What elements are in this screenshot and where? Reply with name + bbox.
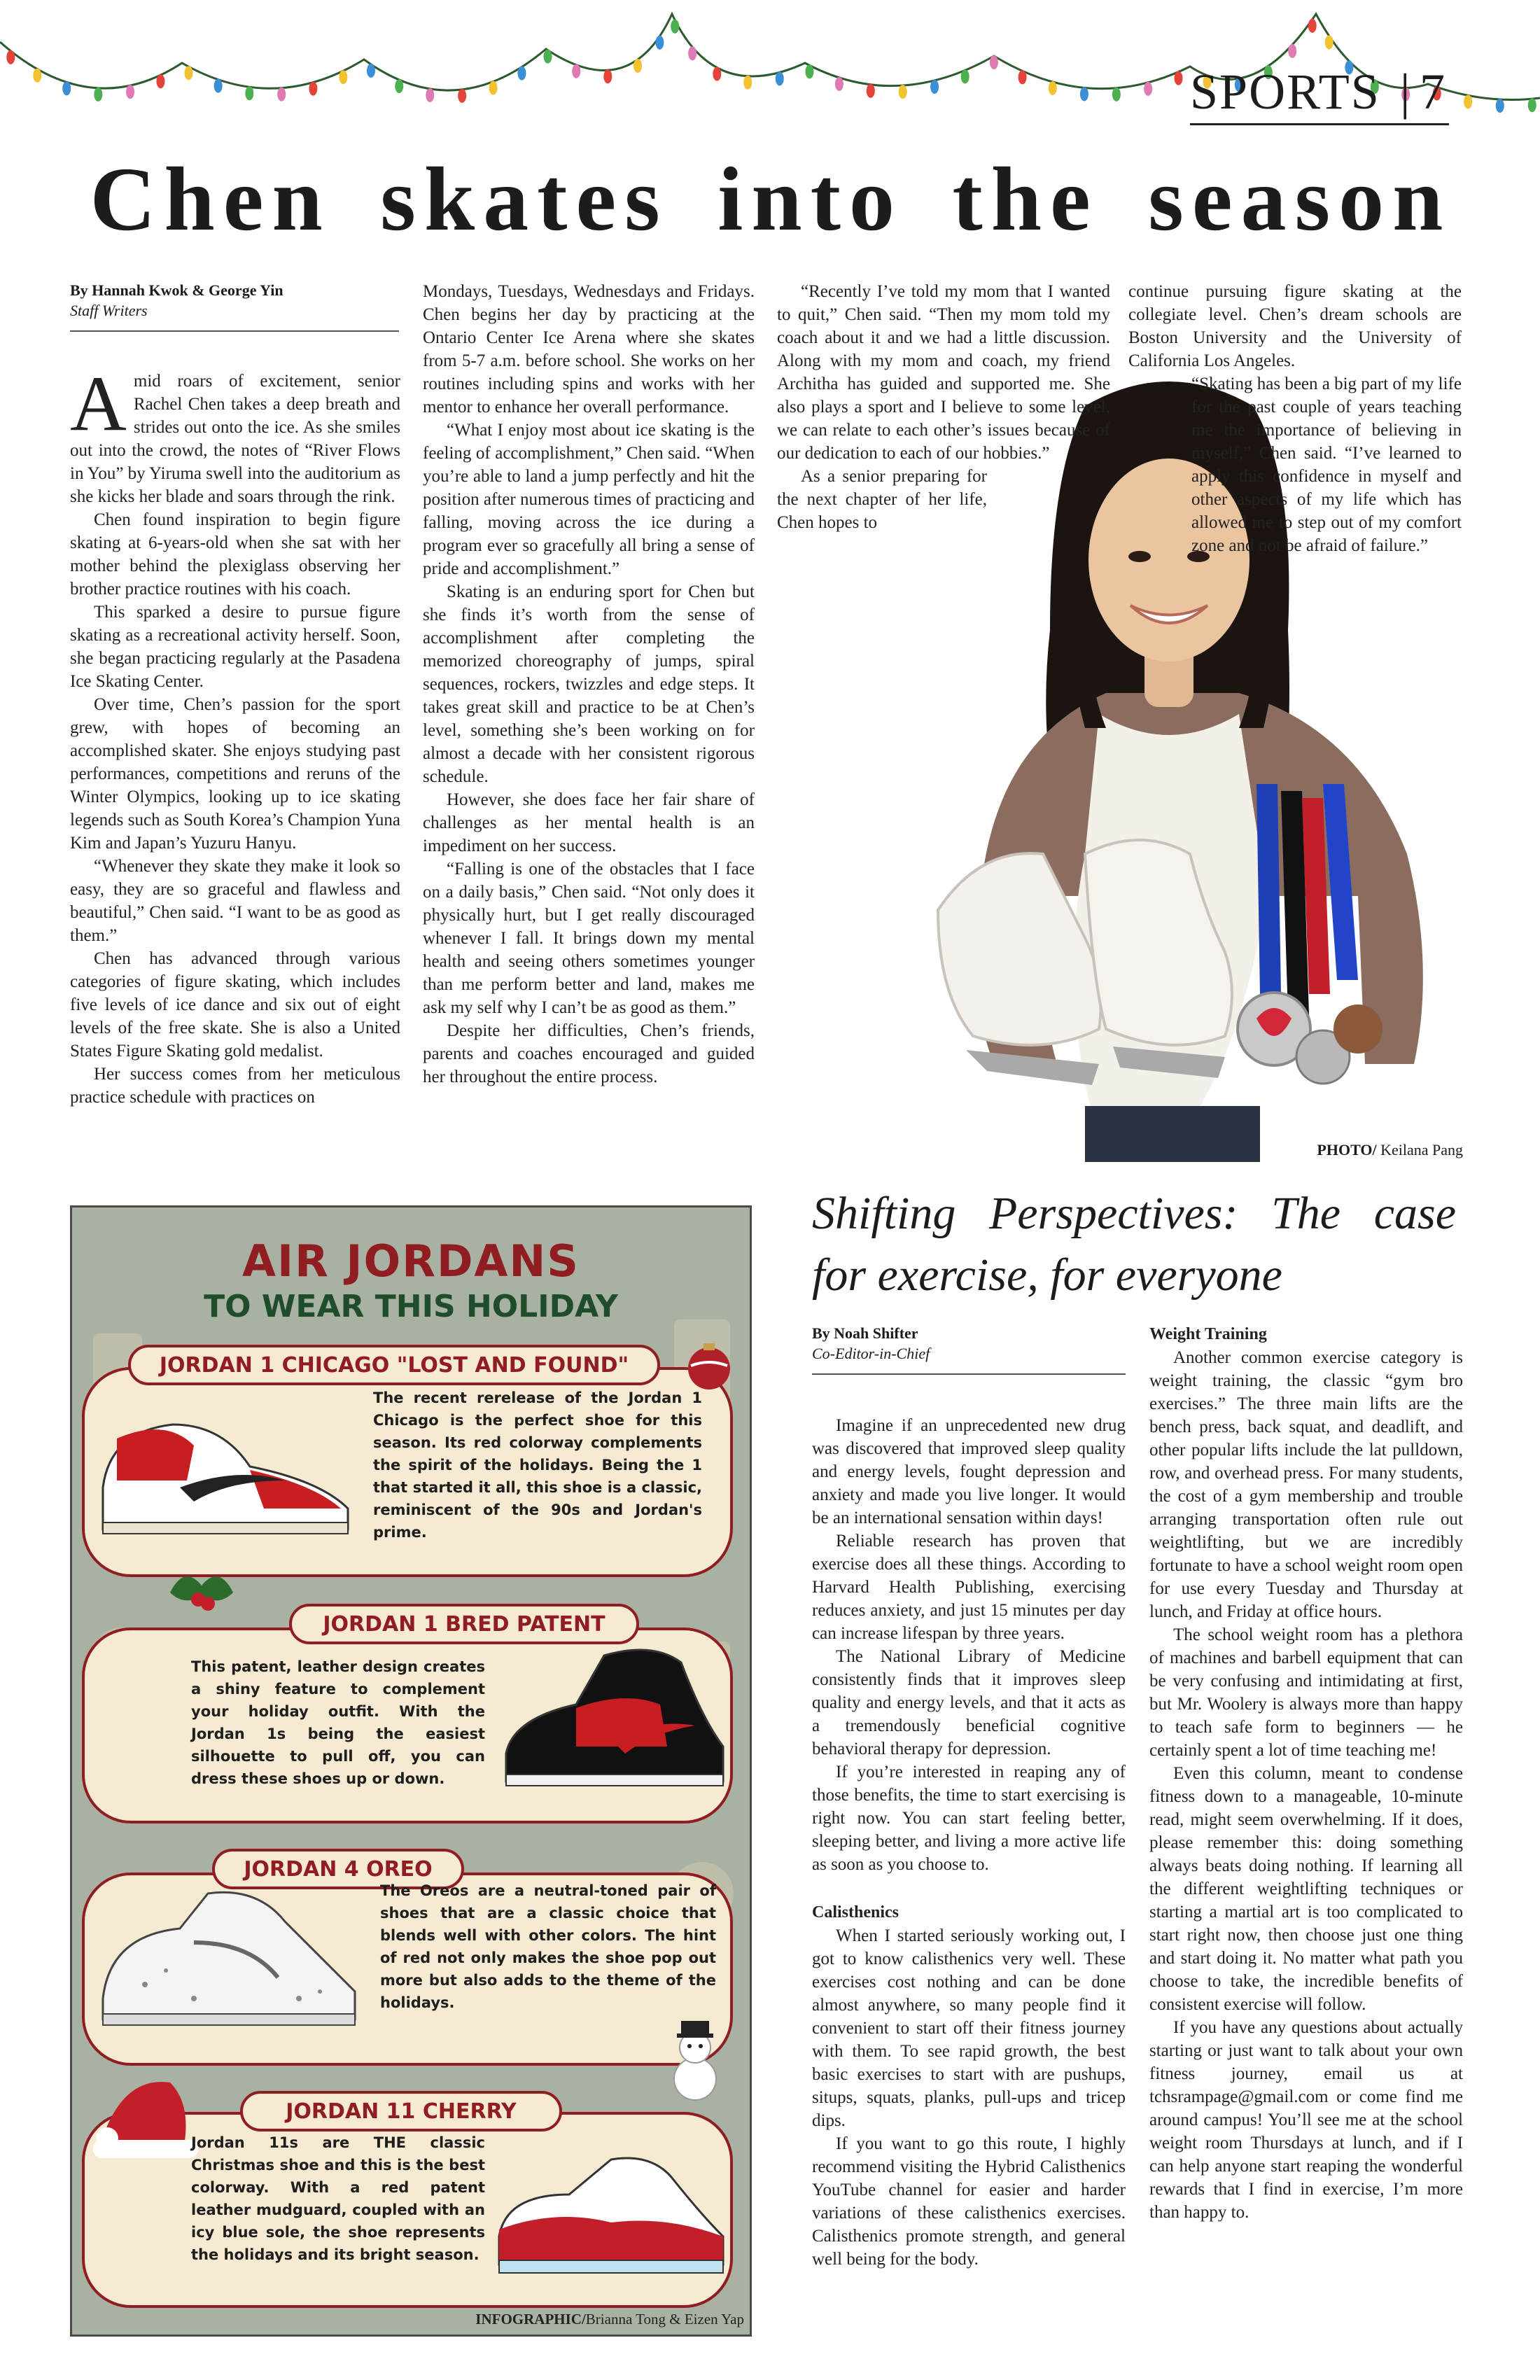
- light-bulb: [309, 82, 317, 96]
- drop-cap: A: [70, 360, 127, 447]
- light-bulb: [6, 50, 15, 64]
- light-bulb: [1308, 19, 1317, 33]
- paragraph: This sparked a desire to pursue figure skating as a recreational activity herself. Soon, she began practicing regularly at the Pasadena Ice Skating Center.: [70, 603, 400, 691]
- light-bulb: [776, 71, 784, 85]
- paragraph: If you’re interested in reaping any of those benefits, the time to start exercising is right now. You can start feeling better, sleeping better, and living a more active life as soon as you choose to.: [812, 1763, 1126, 1874]
- byline-rule: [812, 1373, 1126, 1375]
- light-bulb: [489, 81, 498, 95]
- section-name: SPORTS: [1190, 64, 1380, 120]
- lead-paragraph: Amid roars of excitement, senior Rachel Chen takes a deep breath and strides out onto the ice. As she smiles out into the crowd, the notes of “River Flows in You” by Yiruma swell into the auditorium as she kicks her blade and soars through the rink.: [70, 360, 400, 506]
- light-bulb: [961, 69, 969, 83]
- ornament-icon: [681, 1338, 737, 1394]
- paragraph: The National Library of Medicine consistently finds that it improves sleep quality and energy levels, and that it acts as a tremendously beneficial cognitive behavioral therapy for depression.: [812, 1647, 1126, 1758]
- santa-hat-icon: [86, 2062, 205, 2166]
- light-bulb: [543, 50, 552, 64]
- light-bulb: [33, 69, 41, 83]
- light-bulb: [245, 86, 253, 100]
- light-bulb: [671, 20, 679, 34]
- paragraph: Despite her difficulties, Chen’s friends, parents and coaches encouraged and guided her throughout the entire process.: [423, 1021, 755, 1086]
- paragraph: Over time, Chen’s passion for the sport grew, with hopes of becoming an accomplished skater. She enjoys studying past performances, competitions and reruns of the Winter Olympics, looking up to ice skating legends such as South Korea’s Champion Yuna Kim and Japan’s Yuzuru Hanyu.: [70, 695, 400, 853]
- headline: Chen skates into the season: [90, 149, 1452, 250]
- byline-author: By Noah Shifter: [812, 1324, 918, 1342]
- light-bulb: [426, 88, 434, 102]
- paragraph: “Falling is one of the obstacles that I face on a daily basis,” Chen said. “Not only does it physically hurt, but I get really discouraged whenever I fall. It brings down my mental health and seeing others sometimes younger than me perform better and land, makes me ask my self why I can’t be as good as them.”: [423, 860, 755, 1017]
- sneaker-bred-icon: [492, 1642, 737, 1802]
- paragraph: “Recently I’ve told my mom that I wanted to quit,” Chen said. “Then my mom told my coach about it and we had a little discussion. Along with my mom and coach, my friend Architha has guided and supported me. She also plays a sport and I believe to some level, we can relate to each other’s issues because of our dedication to each of our hobbies.”: [777, 282, 1110, 463]
- byline-role: Co-Editor-in-Chief: [812, 1345, 930, 1362]
- article1-column-3: [777, 280, 1110, 534]
- paragraph: Her success comes from her meticulous practice schedule with practices on: [70, 1065, 400, 1107]
- paragraph: “Whenever they skate they make it look so easy, they are so graceful and flawless and beautiful,” Chen said. “I want to be as good as them.”: [70, 857, 400, 945]
- light-bulb: [1464, 94, 1472, 108]
- subheading-calisthenics: Calisthenics: [812, 1903, 899, 1921]
- byline-block: [70, 280, 399, 332]
- paragraph: Skating is an enduring sport for Chen but she finds it’s worth from the sense of accomplishment after completing the memorized choreography of jumps, spiral sequences, rockers, twizzles and edge steps. It takes great skill and practice to be at Chen’s level, something she’s been working on for almost a decade with her consistent rigorous schedule.: [423, 582, 755, 786]
- byline-rule: [70, 330, 399, 332]
- shoe-title: JORDAN 4 OREO: [212, 1849, 464, 1889]
- light-bulb: [126, 85, 134, 99]
- light-bulb: [743, 76, 752, 90]
- paragraph: Even this column, meant to condense fitness down to a manageable, 10-minute read, might seem overwhelming. If it does, please remember this: doing something always beats doing nothing. If learning all the different weightlifting techniques or starting a martial art is too complicated to start right now, then choose just one thing and start doing it. No matter what path you choose to take, the incredible benefits of consistent exercise will follow.: [1149, 1764, 1463, 2014]
- byline-block: [812, 1323, 1126, 1375]
- paragraph: If you want to go this route, I highly recommend visiting the Hybrid Calisthenics YouTube channel for easier and harder variations of these calisthenics exercises. Calisthenics promote strength, and general well being for the body.: [812, 2134, 1126, 2269]
- paragraph: Reliable research has proven that exercise does all these things. According to Harvard Health Publishing, exercising reduces anxiety, and just 15 minutes per day can increase lifespan by three years.: [812, 1532, 1126, 1643]
- light-bulb: [713, 67, 721, 81]
- light-bulb: [603, 69, 612, 83]
- page-number: 7: [1420, 64, 1445, 120]
- light-bulb: [1288, 44, 1296, 58]
- paragraph: “What I enjoy most about ice skating is the feeling of accomplishment,” Chen said. “When you’re able to land a jump perfectly and hit the position after numerous times of practicing and falling, moving across the ice during a program ever so gracefully all bring a sense of pride and accomplishment.”: [423, 421, 755, 578]
- light-bulb: [277, 88, 286, 102]
- light-bulb: [214, 79, 223, 93]
- light-bulb: [1496, 99, 1504, 113]
- column-headline: Shifting Perspectives: The case for exercise, for everyone: [812, 1188, 1456, 1301]
- infographic-subtitle: TO WEAR THIS HOLIDAY: [204, 1289, 618, 1324]
- light-bulb: [867, 84, 875, 98]
- holly-icon: [163, 1558, 240, 1628]
- light-bulb: [458, 89, 466, 103]
- shoe-description: The recent rerelease of the Jordan 1 Chicago is the perfect shoe for this season. Its red colorway complements the spirit of the holidays. Being the 1 that started it all, this shoe is a classic, reminiscent of the 90s and Jordan's prime.: [373, 1390, 702, 1541]
- light-bulb: [1049, 81, 1057, 95]
- paragraph: continue pursuing figure skating at the collegiate level. Chen’s dream schools are Boston University and the University of California Los Angeles.: [1128, 282, 1462, 370]
- article2-column-2: [1149, 1323, 1463, 2224]
- photo-credit: PHOTO/ Keilana Pang: [1317, 1141, 1463, 1158]
- sneaker-chicago-icon: [89, 1404, 362, 1544]
- shoe-description: This patent, leather design creates a shiny feature to complement your holiday outfit. With the Jordan 1s being the easiest silhouette to pull off, you can dress these shoes up or down.: [191, 1658, 485, 1787]
- header-underline: [1190, 123, 1449, 125]
- light-bulb: [395, 79, 403, 93]
- paragraph: When I started seriously working out, I got to know calisthenics very well. These exercises cost nothing and can be done almost anywhere, so many people find it convenient to start off their fitness journey with them. To see rapid growth, the best basic exercises to start with are pushups, situps, squats, planks, pull-ups and tricep dips.: [812, 1926, 1126, 2130]
- light-bulb: [572, 64, 580, 78]
- light-bulb: [185, 66, 193, 80]
- light-bulb: [94, 88, 102, 102]
- paragraph: Chen found inspiration to begin figure skating at 6-years-old when she sat with her mother behind the plexiglass observing her brother practice routines with his coach.: [70, 510, 400, 598]
- shoe-description: Jordan 11s are THE classic Christmas shoe and this is the best colorway. With a red patent leather mudguard, coupled with an icy blue sole, the shoe represents the holidays and its bright season.: [191, 2134, 485, 2263]
- byline-role: Staff Writers: [70, 302, 148, 319]
- light-bulb: [805, 64, 813, 78]
- light-bulb: [1325, 35, 1334, 49]
- paragraph: The school weight room has a plethora of machines and barbell equipment that can be very confusing and intimidating at first, but Mr. Woolery is always more than happy to teach safe form to beginners — he certainly spent a lot of time teaching me!: [1149, 1625, 1463, 1760]
- infographic-credit: INFOGRAPHIC/Brianna Tong & Eizen Yap: [475, 2311, 744, 2328]
- light-bulb: [634, 59, 642, 73]
- light-bulb: [1018, 70, 1027, 84]
- paragraph: However, she does face her fair share of challenges as her mental health is an impediment on her success.: [423, 790, 755, 855]
- snowman-icon: [660, 2012, 730, 2104]
- light-bulb: [835, 77, 844, 91]
- article1-column-4: [1128, 280, 1462, 557]
- light-bulb: [156, 74, 164, 88]
- light-bulb: [1112, 88, 1121, 102]
- light-bulb: [990, 55, 998, 69]
- byline-authors: By Hannah Kwok & George Yin: [70, 281, 284, 299]
- light-bulb: [517, 66, 526, 80]
- shoe-title: JORDAN 1 CHICAGO "LOST AND FOUND": [128, 1345, 660, 1385]
- paragraph: “Skating has been a big part of my life for the past couple of years teaching me the importance of believing in myself,” Chen said. “I’ve learned to apply this confidence in myself and other aspects of my life which has allowed me to step out of my comfort zone and not be afraid of failure.”: [1191, 374, 1462, 555]
- light-bulb: [930, 80, 939, 94]
- light-bulb: [367, 64, 375, 78]
- article1-column-2: [423, 280, 755, 1088]
- infographic-air-jordans: [70, 1205, 752, 2337]
- paragraph: Chen has advanced through various categories of figure skating, which includes five levels of ice dance and six out of eight levels of the free skate. She is also a United States Figure Skating gold medalist.: [70, 949, 400, 1060]
- light-bulb: [339, 70, 347, 84]
- subheading-weight-training: Weight Training: [1149, 1325, 1267, 1343]
- paragraph: As a senior preparing for the next chapter of her life, Chen hopes to: [777, 467, 987, 532]
- light-bulb: [62, 81, 71, 95]
- light-bulb: [655, 36, 664, 50]
- sneaker-oreo-icon: [89, 1879, 369, 2040]
- shoe-title: JORDAN 11 CHERRY: [240, 2091, 562, 2132]
- light-bulb: [1144, 82, 1152, 96]
- shoe-description: The Oreos are a neutral-toned pair of shoes that are a classic choice that blends well with other colors. The hint of red not only makes the shoe pop out more but also adds to the theme of the holidays.: [380, 1882, 716, 2011]
- section-header: [1190, 63, 1456, 126]
- light-bulb: [899, 85, 907, 99]
- paragraph: Mondays, Tuesdays, Wednesdays and Fridays. Chen begins her day by practicing at the Ontario Center Ice Arena where she skates from 5-7 a.m. before school. She works on her routines including spins and works with her mentor to enhance her overall performance.: [423, 282, 755, 416]
- sneaker-cherry-icon: [485, 2146, 730, 2286]
- shoe-title: JORDAN 1 BRED PATENT: [289, 1604, 639, 1644]
- light-bulb: [1080, 87, 1088, 101]
- paragraph: Another common exercise category is weight training, the classic “gym bro exercises.” The three main lifts are the bench press, back squat, and deadlift, and other popular lifts include the lat pulldown, row, and overhead press. For many students, the cost of a gym membership and trouble arranging transportation often rule out weightlifting, but we are incredibly fortunate to have a school weight room open for use every Tuesday and Thursday at lunch, and Friday at office hours.: [1149, 1348, 1463, 1621]
- light-bulb: [1175, 71, 1183, 85]
- article1-column-1: [70, 360, 400, 1109]
- infographic-title: AIR JORDANS: [242, 1236, 580, 1287]
- paragraph: If you have any questions about actually starting or just want to talk about your own fitness journey, email us at tchsrampage@gmail.com or come find me around campus! You’ll see me at the school weight room Thursdays at lunch, and if I can help anyone start reaping the wonderful rewards that I find in exercise, I’m more than happy to.: [1149, 2018, 1463, 2222]
- light-bulb: [1528, 98, 1536, 112]
- article2-column-1: [812, 1414, 1126, 2271]
- light-bulb: [688, 46, 696, 60]
- section-divider: |: [1400, 64, 1410, 120]
- paragraph: Imagine if an unprecedented new drug was discovered that improved sleep quality and energy levels, fought depression and anxiety and made you live longer. It would be an international sensation within days!: [812, 1416, 1126, 1527]
